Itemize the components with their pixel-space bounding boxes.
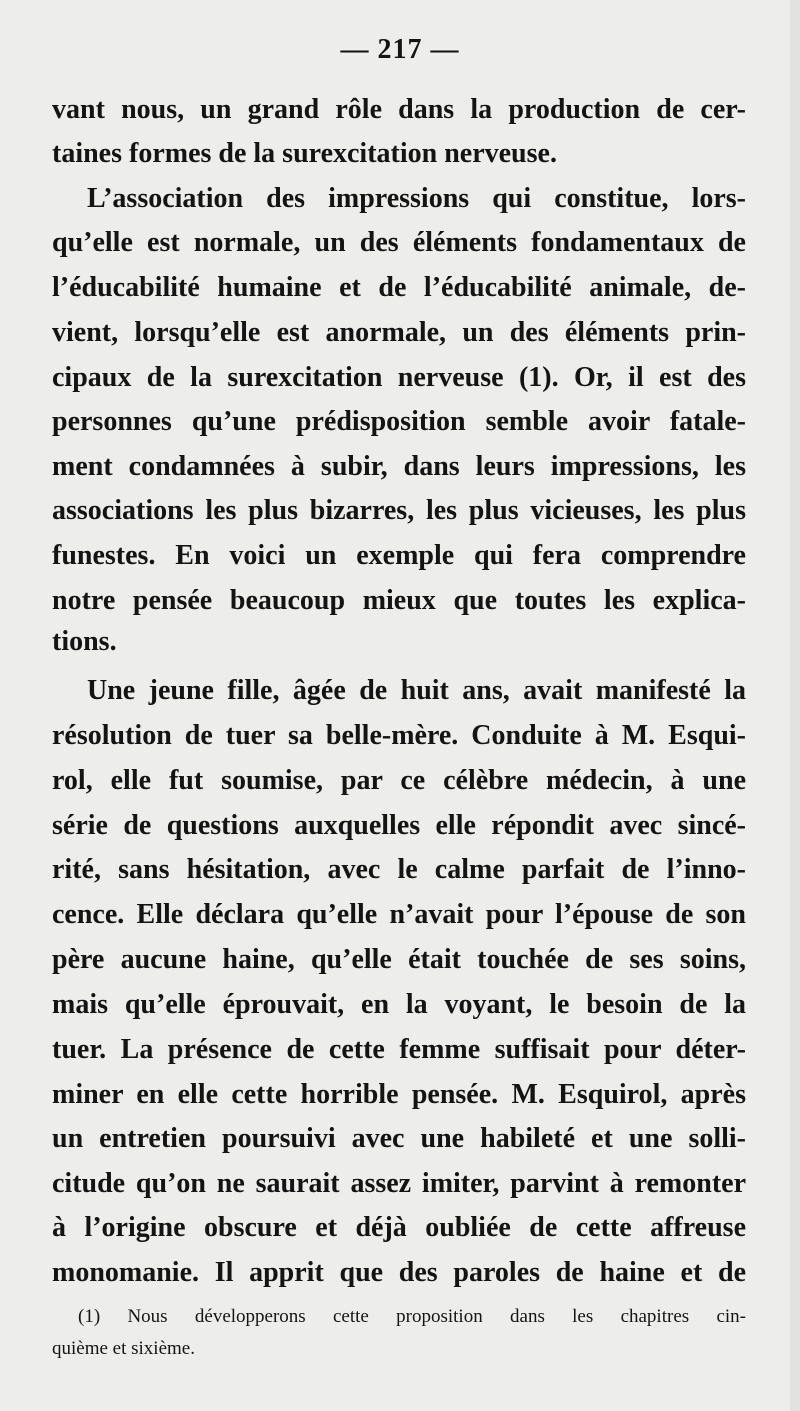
text-line: cipaux de la surexcitation nerveuse (1). Or, il est des [52,362,746,393]
text-line: mais qu’elle éprouvait, en la voyant, le besoin de la [52,989,746,1020]
text-line: qu’elle est normale, un des éléments fondamentaux de [52,227,746,258]
text-line: L’association des impressions qui constitue, lors- [87,183,746,214]
text-line: rité, sans hésitation, avec le calme parfait de l’inno- [52,854,746,885]
text-line: à l’origine obscure et déjà oubliée de cette affreuse [52,1212,746,1243]
text-line: taines formes de la surexcitation nerveuse. [52,138,557,169]
text-line: tions. [52,626,117,657]
footnote-line: (1) Nous développerons cette proposition dans les chapitres cin- [78,1306,746,1327]
text-line: série de questions auxquelles elle répondit avec sincé- [52,810,746,841]
text-line: père aucune haine, qu’elle était touchée de ses soins, [52,944,746,975]
text-line: personnes qu’une prédisposition semble avoir fatale- [52,406,746,437]
text-line: cence. Elle déclara qu’elle n’avait pour l’épouse de son [52,899,746,930]
text-line: Une jeune fille, âgée de huit ans, avait manifesté la [87,675,746,706]
text-line: rol, elle fut soumise, par ce célèbre médecin, à une [52,765,746,796]
footnote-line: quième et sixième. [52,1338,195,1359]
text-line: l’éducabilité humaine et de l’éducabilité animale, de- [52,272,746,303]
text-line: un entretien poursuivi avec une habileté et une solli- [52,1123,746,1154]
text-line: associations les plus bizarres, les plus vicieuses, les plus [52,495,746,526]
text-line: résolution de tuer sa belle-mère. Conduite à M. Esqui- [52,720,746,751]
page-number: — 217 — [340,34,460,65]
text-line: tuer. La présence de cette femme suffisait pour déter- [52,1034,746,1065]
page-edge-shadow [790,0,800,1411]
text-line: ment condamnées à subir, dans leurs impressions, les [52,451,746,482]
text-line: miner en elle cette horrible pensée. M. Esquirol, après [52,1079,746,1110]
text-line: notre pensée beaucoup mieux que toutes les explica- [52,585,746,616]
text-line: vant nous, un grand rôle dans la production de cer- [52,94,746,125]
text-line: vient, lorsqu’elle est anormale, un des éléments prin- [52,317,746,348]
text-line: funestes. En voici un exemple qui fera comprendre [52,540,746,571]
text-line: citude qu’on ne saurait assez imiter, parvint à remonter [52,1168,746,1199]
text-line: monomanie. Il apprit que des paroles de haine et de [52,1257,746,1288]
